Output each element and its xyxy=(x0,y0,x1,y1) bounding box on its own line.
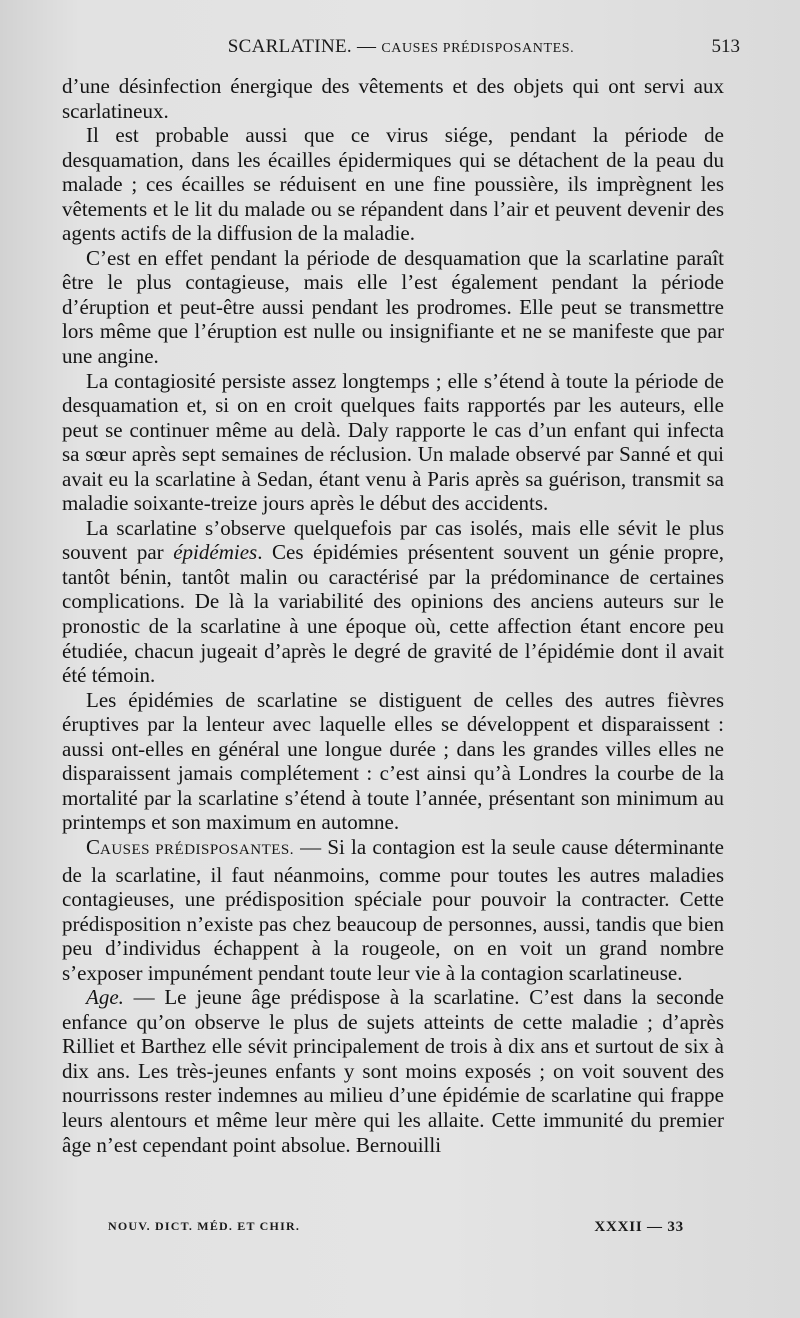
running-title-separator: — xyxy=(351,36,382,57)
paragraph-text: — Le jeune âge prédispose à la scarlatine. C’est dans la seconde enfance qu’on observe le plus de sujets atteints de cette maladie ; d’après Rilliet et Barthez elle sévit principalement de trois à dix ans et surtout de six à dix ans. Les très-jeunes enfants y sont moins exposés ; on voit souvent des nourrissons rester indemnes au milieu d’une épidémie de scarlatine qui frappe leurs alentours et même leur mère qui les allaite. Cette immunité du premier âge n’est cependant point absolue. Bernouilli xyxy=(62,985,724,1157)
running-title-section: CAUSES PRÉDISPOSANTES. xyxy=(381,41,575,56)
paragraph-text: . Ces épidémies présentent souvent un génie propre, tantôt bénin, tantôt malin ou caractérisé par la prédominance de certaines complications. De là la variabilité des opinions des anciens auteurs sur le pronostic de la scarlatine à une époque où, cette affection étant encore peu étudiée, chacun jugeait d’après le degré de gravité de l’épidémie dont il avait été témoin. xyxy=(62,540,724,688)
paragraph-text: — Si la contagion est la seule cause déterminante de la scarlatine, il faut néanmoins, comme pour toutes les autres maladies contagieuses, une prédisposition spéciale pour pouvoir la contracter. Cette prédisposition n’existe pas chez beaucoup de personnes, aussi, tandis que bien peu d’individus échappent à la rougeole, on en voit un grand nombre s’exposer impunément pendant toute leur vie à la contagion scarlatineuse. xyxy=(62,834,724,985)
running-title-main: SCARLATINE. xyxy=(227,36,352,57)
paragraph: Il est probable aussi que ce virus siége, pendant la période de desquamation, dans les écailles épidermiques qui se détachent de la peau du malade ; ces écailles se réduisent en une fine poussière, ils imprègnent les vêtements et le lit du malade ou se répandent dans l’air et peuvent devenir des agents actifs de la diffusion de la maladie. xyxy=(62,123,724,246)
running-title xyxy=(62,36,740,58)
page-footer xyxy=(108,1219,684,1241)
paragraph: C’est en effet pendant la période de desquamation que la scarlatine paraît être le plus contagieuse, mais elle l’est également pendant la période d’éruption et peut-être aussi pendant les prodromes. Elle peut se transmettre lors même que l’éruption est nulle ou insignifiante et ne se manifeste que par une angine. xyxy=(62,245,724,369)
paragraph xyxy=(62,985,724,1157)
section-heading: AUSES PRÉDISPOSANTES. xyxy=(100,841,294,858)
footer-publication: NOUV. DICT. MÉD. ET CHIR. xyxy=(108,1219,301,1233)
paragraph: Les épidémies de scarlatine se distiguent de celles des autres fièvres éruptives par la lenteur avec laquelle elles se développent et disparaissent : aussi ont-elles en général une longue durée ; dans les grandes villes elles ne disparaissent jamais complétement : c’est ainsi qu’à Londres la courbe de la mortalité par la scarlatine s’étend à toute l’année, présentant son minimum au printemps et son maximum en automne. xyxy=(62,687,724,835)
paragraph xyxy=(62,835,724,985)
page-number: 513 xyxy=(711,36,740,57)
italic-term: épidémies xyxy=(173,540,258,565)
paragraph xyxy=(62,516,724,688)
paragraph: La contagiosité persiste assez longtemps ; elle s’étend à toute la période de desquamation et, si on en croit quelques faits rapportés par les auteurs, elle peut se continuer même au delà. Daly rapporte le cas d’un enfant qui infecta sa sœur après sept semaines de réclusion. Un malade observé par Sanné et qui avait eu la scarlatine à Sedan, étant venu à Paris après sa guérison, transmit sa maladie soixante-treize jours après le début des accidents. xyxy=(62,368,724,516)
body-text xyxy=(62,74,724,1157)
paragraph-text: La scarlatine s’observe quelquefois par cas isolés, mais elle sévit le plus souvent par xyxy=(62,515,724,565)
subsection-heading: Age. xyxy=(86,985,124,1010)
paragraph: d’une désinfection énergique des vêtements et des objets qui ont servi aux scarlatineux. xyxy=(62,74,724,123)
footer-signature: XXXII — 33 xyxy=(594,1219,684,1235)
running-header xyxy=(62,36,740,64)
section-heading-initial: C xyxy=(86,834,101,859)
